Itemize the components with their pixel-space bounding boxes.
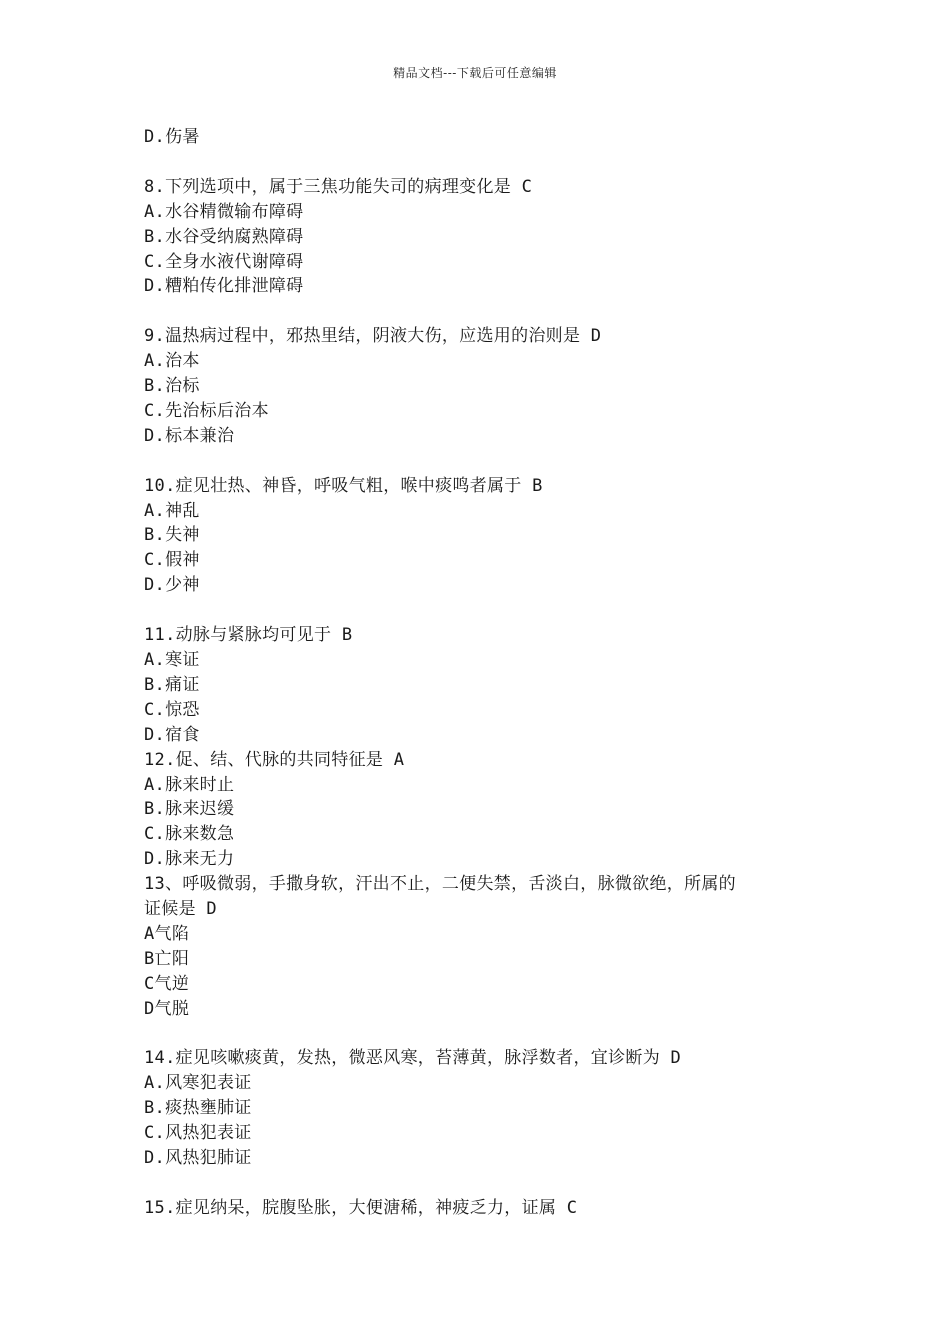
option-line: B.失神 xyxy=(144,525,200,546)
option-line: C.假神 xyxy=(144,550,200,571)
option-line: D.风热犯肺证 xyxy=(144,1148,252,1169)
option-line: D.宿食 xyxy=(144,724,200,745)
question-stem: 14.症见咳嗽痰黄，发热，微恶风寒，苔薄黄，脉浮数者，宜诊断为 D xyxy=(144,1048,682,1069)
option-line: D.脉来无力 xyxy=(144,849,235,870)
blank-line xyxy=(144,449,824,474)
option-line: A气陷 xyxy=(144,923,190,944)
option-line: B.脉来迟缓 xyxy=(144,799,235,820)
question-stem-continued: 证候是 D xyxy=(144,899,217,920)
question-stem: 10.症见壮热、神昏，呼吸气粗，喉中痰鸣者属于 B xyxy=(144,475,543,496)
question-9 xyxy=(144,324,824,449)
blank-line xyxy=(144,1022,824,1047)
option-line: D气脱 xyxy=(144,998,190,1019)
question-stem: 8.下列选项中，属于三焦功能失司的病理变化是 C xyxy=(144,176,533,197)
option-line: C.风热犯表证 xyxy=(144,1123,252,1144)
option-line: C.惊恐 xyxy=(144,699,200,720)
option-line: D.少神 xyxy=(144,575,200,596)
option-line: C.全身水液代谢障碍 xyxy=(144,251,304,272)
option-line: B.治标 xyxy=(144,376,200,397)
option-line: A.神乱 xyxy=(144,500,200,521)
question-stem: 13、呼吸微弱，手撒身软，汗出不止，二便失禁，舌淡白，脉微欲绝，所属的 xyxy=(144,874,736,895)
option-line: A.脉来时止 xyxy=(144,774,235,795)
blank-line xyxy=(144,1171,824,1196)
question-13 xyxy=(144,872,824,1021)
blank-line xyxy=(144,299,824,324)
question-stem: 9.温热病过程中，邪热里结，阴液大伤，应选用的治则是 D xyxy=(144,326,602,347)
question-stem: 11.动脉与紧脉均可见于 B xyxy=(144,625,353,646)
blank-line xyxy=(144,598,824,623)
option-line: A.水谷精微输布障碍 xyxy=(144,201,304,222)
option-line: A.风寒犯表证 xyxy=(144,1073,252,1094)
page-header: 精品文档---下载后可任意编辑 xyxy=(393,66,557,80)
option-line: B亡阳 xyxy=(144,948,190,969)
option-line: A.寒证 xyxy=(144,649,200,670)
option-line: C.脉来数急 xyxy=(144,824,235,845)
blank-line xyxy=(144,150,824,175)
option-line: B.水谷受纳腐熟障碍 xyxy=(144,226,304,247)
option-line: B.痰热壅肺证 xyxy=(144,1098,252,1119)
question-stem: 15.症见纳呆，脘腹坠胀，大便溏稀，神疲乏力，证属 C xyxy=(144,1197,578,1218)
question-10 xyxy=(144,474,824,599)
question-15 xyxy=(144,1196,824,1221)
question-8 xyxy=(144,175,824,300)
option-line: D.糟粕传化排泄障碍 xyxy=(144,276,304,297)
option-line: C.先治标后治本 xyxy=(144,400,269,421)
option-line: C气逆 xyxy=(144,973,190,994)
option-line: A.治本 xyxy=(144,351,200,372)
question-12 xyxy=(144,748,824,873)
question-stem: 12.促、结、代脉的共同特征是 A xyxy=(144,749,405,770)
question-14 xyxy=(144,1046,824,1171)
option-line: B.痛证 xyxy=(144,674,200,695)
question-11 xyxy=(144,623,824,748)
option-line: D.标本兼治 xyxy=(144,425,235,446)
document-body xyxy=(144,125,824,1221)
option-line: D.伤暑 xyxy=(144,127,200,147)
